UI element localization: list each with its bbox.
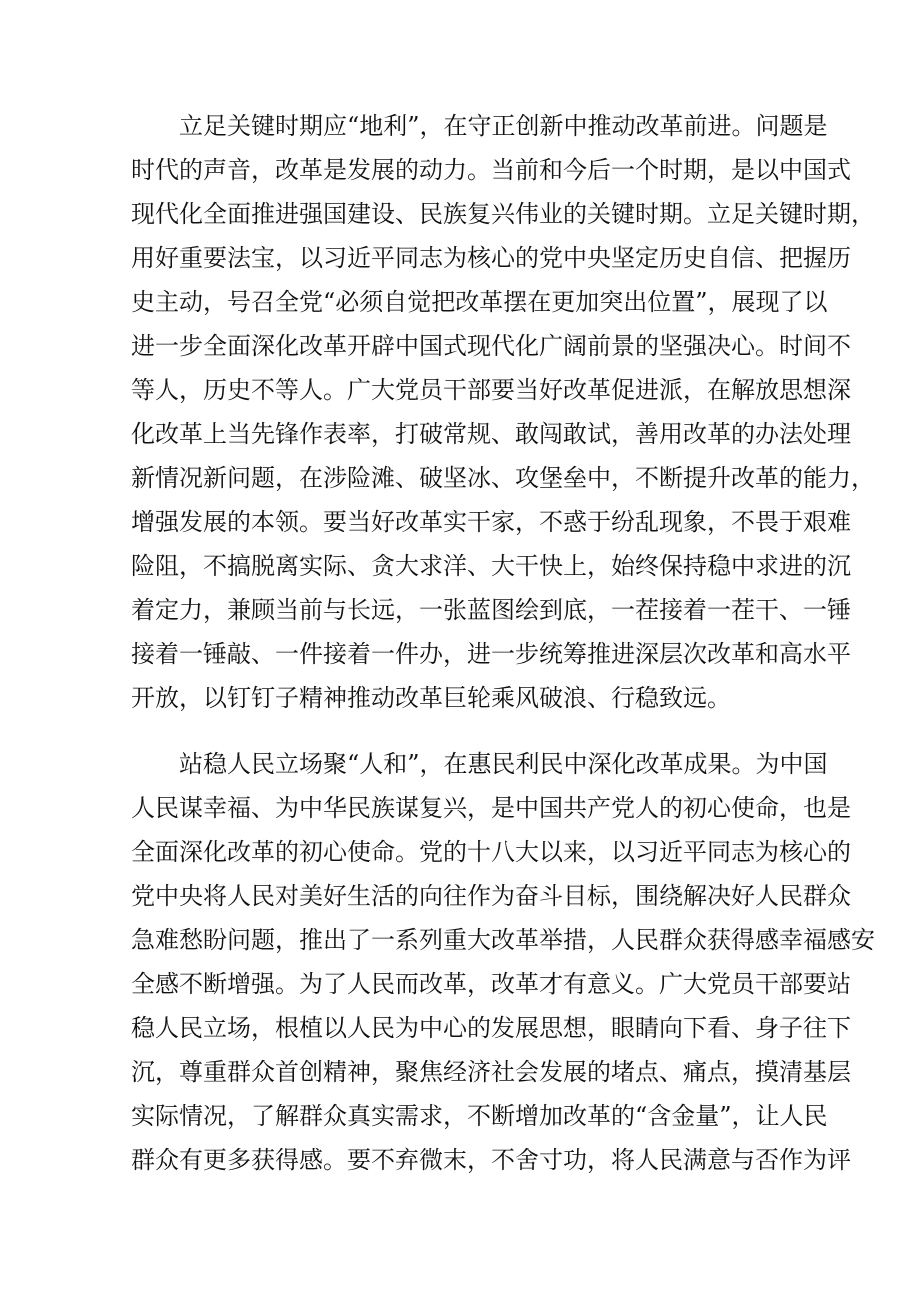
paragraph-2-line-5: 急难愁盼问题，推出了一系列重大改革举措，人民群众获得感幸福感安: [131, 926, 875, 954]
paragraph-1-line-8: 化改革上当先锋作表率，打破常规、敢闯敢试，善用改革的办法处理: [131, 420, 851, 448]
paragraph-1-line-10: 增强发展的本领。要当好改革实干家，不惑于纷乱现象，不畏于艰难: [131, 508, 851, 536]
paragraph-2-line-7: 稳人民立场，根植以人民为中心的发展思想，眼睛向下看、身子往下: [131, 1014, 851, 1042]
paragraph-1-line-12: 着定力，兼顾当前与长远，一张蓝图绘到底，一茬接着一茬干、一锤: [131, 596, 851, 624]
paragraph-1-line-9: 新情况新问题，在涉险滩、破坚冰、攻堡垒中，不断提升改革的能力，: [131, 464, 875, 492]
paragraph-2-line-4: 党中央将人民对美好生活的向往作为奋斗目标，围绕解决好人民群众: [131, 882, 851, 910]
paragraph-1-line-1: 立足关键时期应“地利”，在守正创新中推动改革前进。问题是: [179, 112, 828, 140]
paragraph-2-line-1: 站稳人民立场聚“人和”，在惠民利民中深化改革成果。为中国: [179, 750, 828, 778]
paragraph-1-line-7: 等人，历史不等人。广大党员干部要当好改革促进派，在解放思想深: [131, 376, 851, 404]
paragraph-2-line-3: 全面深化改革的初心使命。党的十八大以来，以习近平同志为核心的: [131, 838, 851, 866]
paragraph-2-line-9: 实际情况，了解群众真实需求，不断增加改革的“含金量”，让人民: [131, 1102, 828, 1130]
paragraph-1-line-4: 用好重要法宝，以习近平同志为核心的党中央坚定历史自信、把握历: [131, 244, 851, 272]
paragraph-1-line-11: 险阻，不搞脱离实际、贪大求洋、大干快上，始终保持稳中求进的沉: [131, 552, 851, 580]
paragraph-1-line-3: 现代化全面推进强国建设、民族复兴伟业的关键时期。立足关键时期，: [131, 200, 875, 228]
paragraph-2-line-10: 群众有更多获得感。要不弃微末，不舍寸功，将人民满意与否作为评: [131, 1146, 851, 1174]
paragraph-2-line-6: 全感不断增强。为了人民而改革，改革才有意义。广大党员干部要站: [131, 970, 851, 998]
paragraph-1-line-2: 时代的声音，改革是发展的动力。当前和今后一个时期，是以中国式: [131, 156, 851, 184]
paragraph-1-line-13: 接着一锤敲、一件接着一件办，进一步统筹推进深层次改革和高水平: [131, 640, 851, 668]
paragraph-1-line-6: 进一步全面深化改革开辟中国式现代化广阔前景的坚强决心。时间不: [131, 332, 851, 360]
paragraph-2-line-2: 人民谋幸福、为中华民族谋复兴，是中国共产党人的初心使命，也是: [131, 794, 851, 822]
paragraph-1-line-5: 史主动，号召全党“必须自觉把改革摆在更加突出位置”，展现了以: [131, 288, 828, 316]
paragraph-1-line-14: 开放，以钉钉子精神推动改革巨轮乘风破浪、行稳致远。: [131, 684, 731, 712]
paragraph-2-line-8: 沉，尊重群众首创精神，聚焦经济社会发展的堵点、痛点，摸清基层: [131, 1058, 851, 1086]
